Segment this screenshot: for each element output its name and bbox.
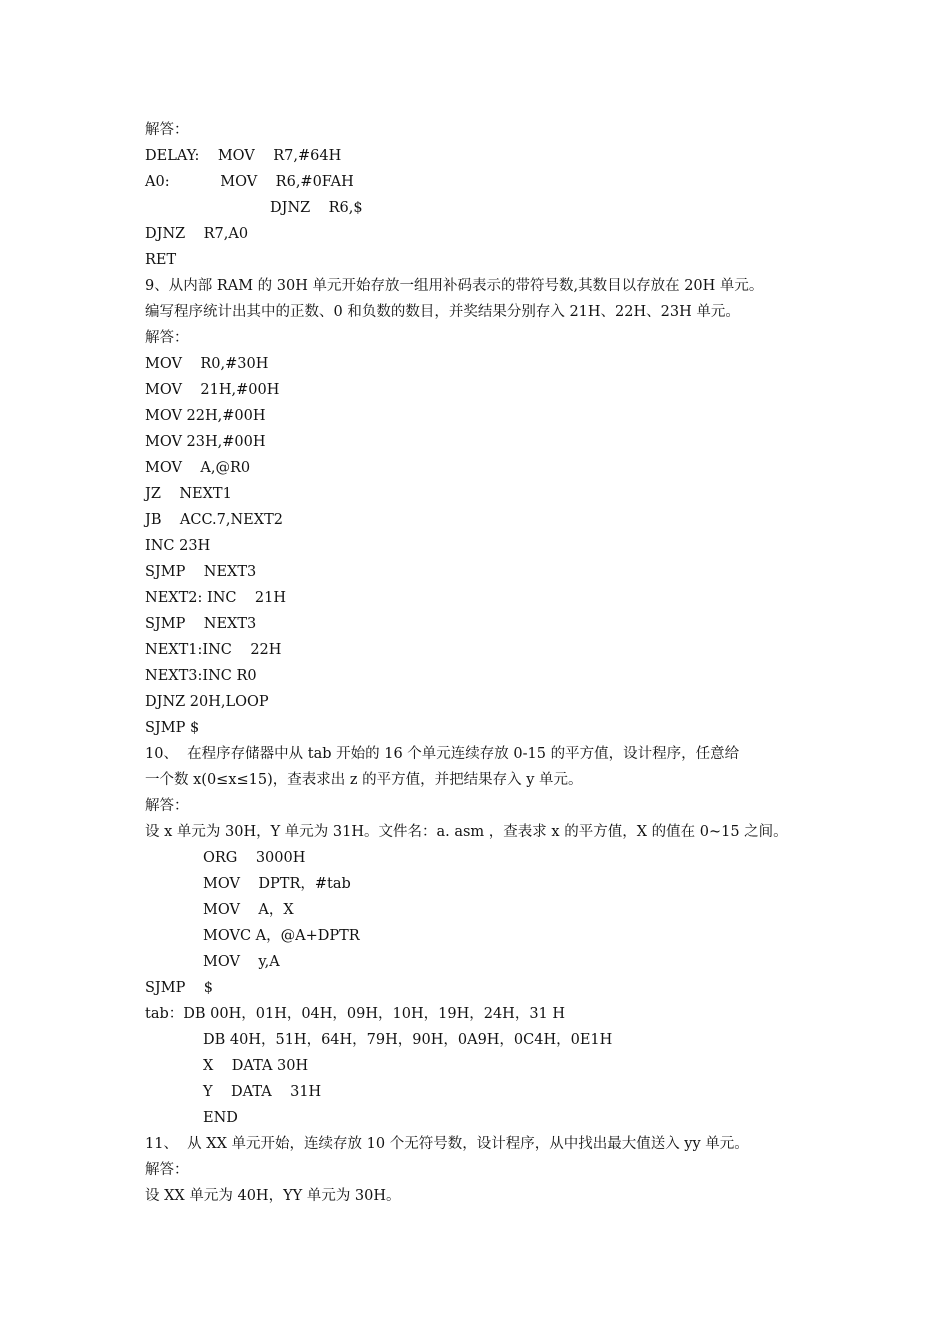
text-line: JZ NEXT1 <box>145 486 232 502</box>
text-line: DB 40H，51H，64H，79H，90H，0A9H，0C4H，0E1H <box>203 1032 613 1048</box>
text-line: 一个数 x(0≤x≤15)，查表求出 z 的平方值，并把结果存入 y 单元。 <box>145 772 583 788</box>
text-line: 11、 从 XX 单元开始，连续存放 10 个无符号数，设计程序，从中找出最大值送入 yy 单元。 <box>145 1136 749 1152</box>
text-line: 9、从内部 RAM 的 30H 单元开始存放一组用补码表示的带符号数,其数目以存放在 20H 单元。 <box>145 278 764 294</box>
text-line: MOV R0,#30H <box>145 356 269 372</box>
text-line: 编写程序统计出其中的正数、0 和负数的数目，并奖结果分别存入 21H、22H、23H 单元。 <box>145 304 740 320</box>
text-line: MOV 21H,#00H <box>145 382 280 398</box>
text-line: DJNZ 20H,LOOP <box>145 694 269 710</box>
text-line: 解答： <box>145 122 189 138</box>
text-line: MOV 22H,#00H <box>145 408 266 424</box>
text-line: JB ACC.7,NEXT2 <box>145 512 283 528</box>
text-line: NEXT1:INC 22H <box>145 642 282 658</box>
text-line: SJMP NEXT3 <box>145 564 257 580</box>
text-line: X DATA 30H <box>203 1058 309 1074</box>
text-line: NEXT2: INC 21H <box>145 590 287 606</box>
text-line: SJMP $ <box>145 980 214 996</box>
text-line: DJNZ R7,A0 <box>145 226 249 242</box>
text-line: Y DATA 31H <box>203 1084 322 1100</box>
text-line: 设 XX 单元为 40H，YY 单元为 30H。 <box>145 1188 401 1204</box>
text-line: 10、 在程序存储器中从 tab 开始的 16 个单元连续存放 0-15 的平方值，设计程序，任意给 <box>145 746 740 762</box>
text-line: ORG 3000H <box>203 850 306 866</box>
text-line: RET <box>145 252 177 268</box>
text-line: 解答： <box>145 1162 189 1178</box>
text-line: 设 x 单元为 30H，Y 单元为 31H。文件名：a. asm ，查表求 x 的平方值，X 的值在 0~15 之间。 <box>145 824 788 840</box>
text-line: tab：DB 00H，01H，04H，09H，10H，19H，24H，31 H <box>145 1006 566 1022</box>
text-line: SJMP $ <box>145 720 200 736</box>
text-line: 解答： <box>145 330 189 346</box>
text-line: SJMP NEXT3 <box>145 616 257 632</box>
text-line: NEXT3:INC R0 <box>145 668 257 684</box>
text-line: INC 23H <box>145 538 211 554</box>
text-line: MOV 23H,#00H <box>145 434 266 450</box>
text-line: END <box>203 1110 238 1126</box>
text-line: MOV DPTR，#tab <box>203 876 351 892</box>
text-line: DJNZ R6,$ <box>270 200 363 216</box>
text-line: MOV A,@R0 <box>145 460 251 476</box>
text-line: MOV y,A <box>203 954 280 970</box>
text-line: DELAY: MOV R7,#64H <box>145 148 342 164</box>
text-line: MOV A，X <box>203 902 294 918</box>
text-line: 解答： <box>145 798 189 814</box>
text-line: MOVC A，@A+DPTR <box>203 928 360 944</box>
text-line: A0: MOV R6,#0FAH <box>145 174 354 190</box>
